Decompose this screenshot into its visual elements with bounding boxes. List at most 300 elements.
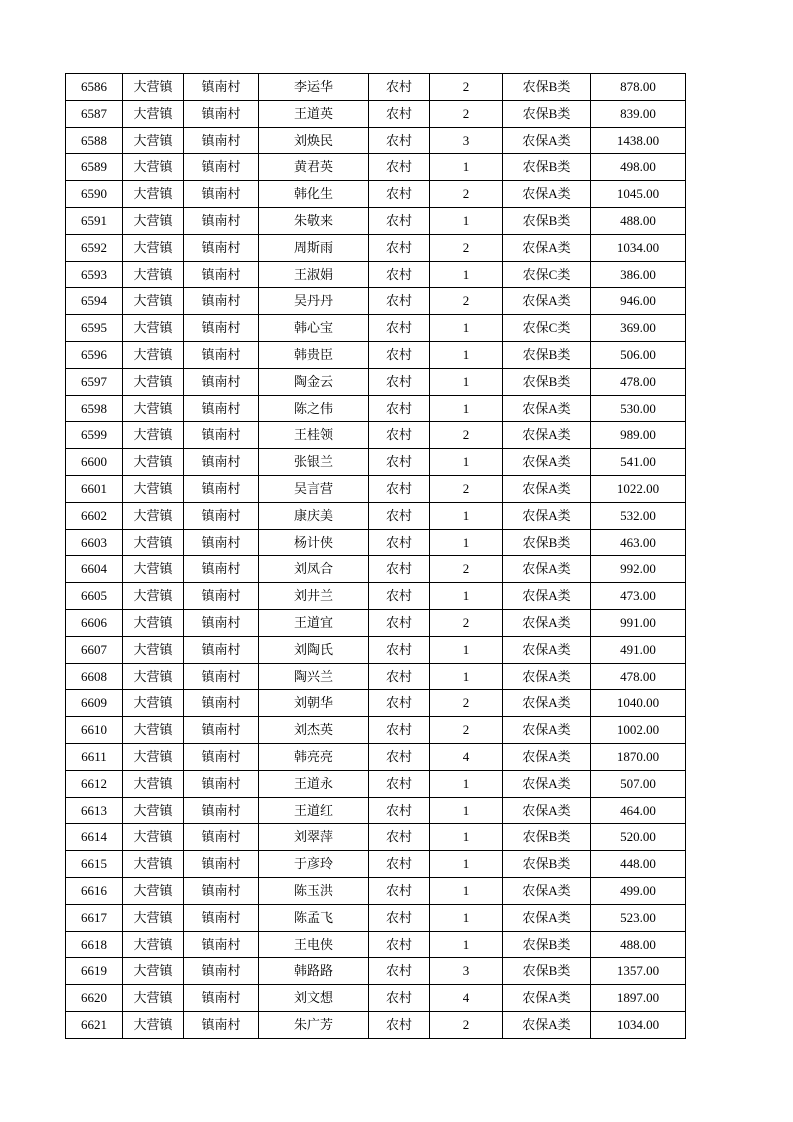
- table-row: [66, 315, 686, 342]
- serial-number-cell: 6607: [66, 636, 123, 663]
- amount-cell: 1034.00: [591, 234, 686, 261]
- person-name-cell: 王桂领: [259, 422, 369, 449]
- amount-cell: 1357.00: [591, 958, 686, 985]
- serial-number-cell: 6601: [66, 475, 123, 502]
- person-count-cell: 1: [430, 207, 503, 234]
- person-name-cell: 刘翠萍: [259, 824, 369, 851]
- village-cell: 镇南村: [184, 475, 259, 502]
- town-cell: 大营镇: [123, 74, 184, 101]
- table-row: [66, 234, 686, 261]
- insurance-category-cell: 农保A类: [503, 743, 591, 770]
- amount-cell: 478.00: [591, 368, 686, 395]
- person-count-cell: 2: [430, 234, 503, 261]
- serial-number-cell: 6611: [66, 743, 123, 770]
- person-name-cell: 王道永: [259, 770, 369, 797]
- town-cell: 大营镇: [123, 395, 184, 422]
- person-count-cell: 4: [430, 985, 503, 1012]
- person-name-cell: 刘井兰: [259, 583, 369, 610]
- village-cell: 镇南村: [184, 395, 259, 422]
- person-name-cell: 刘焕民: [259, 127, 369, 154]
- table-row: [66, 422, 686, 449]
- village-cell: 镇南村: [184, 877, 259, 904]
- village-cell: 镇南村: [184, 341, 259, 368]
- village-cell: 镇南村: [184, 74, 259, 101]
- town-cell: 大营镇: [123, 717, 184, 744]
- village-cell: 镇南村: [184, 851, 259, 878]
- amount-cell: 463.00: [591, 529, 686, 556]
- insurance-category-cell: 农保A类: [503, 475, 591, 502]
- residence-type-cell: 农村: [369, 154, 430, 181]
- serial-number-cell: 6597: [66, 368, 123, 395]
- person-count-cell: 1: [430, 931, 503, 958]
- insurance-category-cell: 农保A类: [503, 797, 591, 824]
- person-count-cell: 1: [430, 797, 503, 824]
- serial-number-cell: 6616: [66, 877, 123, 904]
- residence-type-cell: 农村: [369, 770, 430, 797]
- person-name-cell: 陈之伟: [259, 395, 369, 422]
- insurance-category-cell: 农保B类: [503, 931, 591, 958]
- village-cell: 镇南村: [184, 100, 259, 127]
- person-count-cell: 2: [430, 475, 503, 502]
- town-cell: 大营镇: [123, 207, 184, 234]
- person-name-cell: 周斯雨: [259, 234, 369, 261]
- town-cell: 大营镇: [123, 341, 184, 368]
- person-name-cell: 吴言营: [259, 475, 369, 502]
- insurance-category-cell: 农保A类: [503, 449, 591, 476]
- town-cell: 大营镇: [123, 234, 184, 261]
- serial-number-cell: 6605: [66, 583, 123, 610]
- town-cell: 大营镇: [123, 609, 184, 636]
- person-count-cell: 1: [430, 261, 503, 288]
- serial-number-cell: 6598: [66, 395, 123, 422]
- serial-number-cell: 6596: [66, 341, 123, 368]
- person-name-cell: 陈玉洪: [259, 877, 369, 904]
- town-cell: 大营镇: [123, 475, 184, 502]
- residence-type-cell: 农村: [369, 609, 430, 636]
- person-name-cell: 于彦玲: [259, 851, 369, 878]
- person-name-cell: 王道红: [259, 797, 369, 824]
- town-cell: 大营镇: [123, 958, 184, 985]
- insurance-category-cell: 农保B类: [503, 529, 591, 556]
- village-cell: 镇南村: [184, 717, 259, 744]
- town-cell: 大营镇: [123, 368, 184, 395]
- amount-cell: 839.00: [591, 100, 686, 127]
- person-name-cell: 王道宜: [259, 609, 369, 636]
- town-cell: 大营镇: [123, 181, 184, 208]
- person-count-cell: 3: [430, 127, 503, 154]
- table-row: [66, 958, 686, 985]
- person-name-cell: 李运华: [259, 74, 369, 101]
- person-name-cell: 刘杰英: [259, 717, 369, 744]
- person-count-cell: 1: [430, 851, 503, 878]
- town-cell: 大营镇: [123, 743, 184, 770]
- table-row: [66, 288, 686, 315]
- village-cell: 镇南村: [184, 288, 259, 315]
- table-row: [66, 529, 686, 556]
- insurance-category-cell: 农保A类: [503, 1011, 591, 1038]
- person-name-cell: 韩路路: [259, 958, 369, 985]
- insurance-category-cell: 农保B类: [503, 958, 591, 985]
- amount-cell: 946.00: [591, 288, 686, 315]
- insurance-category-cell: 农保A类: [503, 877, 591, 904]
- residence-type-cell: 农村: [369, 851, 430, 878]
- village-cell: 镇南村: [184, 154, 259, 181]
- residence-type-cell: 农村: [369, 449, 430, 476]
- town-cell: 大营镇: [123, 502, 184, 529]
- person-count-cell: 1: [430, 583, 503, 610]
- village-cell: 镇南村: [184, 181, 259, 208]
- table-body: [66, 74, 686, 1039]
- insurance-category-cell: 农保B类: [503, 100, 591, 127]
- serial-number-cell: 6595: [66, 315, 123, 342]
- insurance-category-cell: 农保A类: [503, 583, 591, 610]
- village-cell: 镇南村: [184, 529, 259, 556]
- serial-number-cell: 6600: [66, 449, 123, 476]
- serial-number-cell: 6602: [66, 502, 123, 529]
- table-row: [66, 636, 686, 663]
- person-name-cell: 刘文想: [259, 985, 369, 1012]
- table-row: [66, 877, 686, 904]
- amount-cell: 1045.00: [591, 181, 686, 208]
- town-cell: 大营镇: [123, 449, 184, 476]
- insurance-category-cell: 农保A类: [503, 717, 591, 744]
- insurance-category-cell: 农保C类: [503, 315, 591, 342]
- village-cell: 镇南村: [184, 931, 259, 958]
- person-name-cell: 朱敬来: [259, 207, 369, 234]
- amount-cell: 1022.00: [591, 475, 686, 502]
- table-row: [66, 743, 686, 770]
- person-count-cell: 1: [430, 395, 503, 422]
- town-cell: 大营镇: [123, 931, 184, 958]
- person-name-cell: 黄君英: [259, 154, 369, 181]
- insurance-category-cell: 农保A类: [503, 181, 591, 208]
- amount-cell: 491.00: [591, 636, 686, 663]
- amount-cell: 530.00: [591, 395, 686, 422]
- village-cell: 镇南村: [184, 422, 259, 449]
- benefit-roster-table: [65, 73, 686, 1039]
- amount-cell: 1438.00: [591, 127, 686, 154]
- amount-cell: 1034.00: [591, 1011, 686, 1038]
- amount-cell: 523.00: [591, 904, 686, 931]
- serial-number-cell: 6613: [66, 797, 123, 824]
- person-name-cell: 陶金云: [259, 368, 369, 395]
- town-cell: 大营镇: [123, 797, 184, 824]
- village-cell: 镇南村: [184, 502, 259, 529]
- person-count-cell: 2: [430, 100, 503, 127]
- town-cell: 大营镇: [123, 824, 184, 851]
- village-cell: 镇南村: [184, 663, 259, 690]
- table-row: [66, 154, 686, 181]
- residence-type-cell: 农村: [369, 315, 430, 342]
- person-name-cell: 王电侠: [259, 931, 369, 958]
- village-cell: 镇南村: [184, 261, 259, 288]
- amount-cell: 464.00: [591, 797, 686, 824]
- residence-type-cell: 农村: [369, 1011, 430, 1038]
- person-count-cell: 1: [430, 154, 503, 181]
- amount-cell: 498.00: [591, 154, 686, 181]
- person-count-cell: 1: [430, 877, 503, 904]
- town-cell: 大营镇: [123, 690, 184, 717]
- residence-type-cell: 农村: [369, 743, 430, 770]
- village-cell: 镇南村: [184, 824, 259, 851]
- insurance-category-cell: 农保A类: [503, 502, 591, 529]
- insurance-category-cell: 农保B类: [503, 341, 591, 368]
- town-cell: 大营镇: [123, 583, 184, 610]
- person-count-cell: 1: [430, 341, 503, 368]
- table-row: [66, 181, 686, 208]
- insurance-category-cell: 农保A类: [503, 663, 591, 690]
- amount-cell: 1897.00: [591, 985, 686, 1012]
- serial-number-cell: 6618: [66, 931, 123, 958]
- village-cell: 镇南村: [184, 207, 259, 234]
- amount-cell: 520.00: [591, 824, 686, 851]
- table-row: [66, 502, 686, 529]
- residence-type-cell: 农村: [369, 958, 430, 985]
- table-sheet: [65, 73, 686, 1039]
- insurance-category-cell: 农保A类: [503, 556, 591, 583]
- table-row: [66, 797, 686, 824]
- person-count-cell: 1: [430, 636, 503, 663]
- amount-cell: 991.00: [591, 609, 686, 636]
- insurance-category-cell: 农保B类: [503, 207, 591, 234]
- residence-type-cell: 农村: [369, 877, 430, 904]
- serial-number-cell: 6604: [66, 556, 123, 583]
- person-count-cell: 2: [430, 422, 503, 449]
- residence-type-cell: 农村: [369, 636, 430, 663]
- table-row: [66, 770, 686, 797]
- table-row: [66, 475, 686, 502]
- person-count-cell: 1: [430, 315, 503, 342]
- residence-type-cell: 农村: [369, 100, 430, 127]
- serial-number-cell: 6589: [66, 154, 123, 181]
- person-name-cell: 朱广芳: [259, 1011, 369, 1038]
- person-name-cell: 张银兰: [259, 449, 369, 476]
- person-name-cell: 刘朝华: [259, 690, 369, 717]
- table-row: [66, 100, 686, 127]
- person-count-cell: 2: [430, 556, 503, 583]
- town-cell: 大营镇: [123, 877, 184, 904]
- serial-number-cell: 6592: [66, 234, 123, 261]
- residence-type-cell: 农村: [369, 824, 430, 851]
- amount-cell: 488.00: [591, 207, 686, 234]
- serial-number-cell: 6586: [66, 74, 123, 101]
- person-name-cell: 韩贵臣: [259, 341, 369, 368]
- person-name-cell: 陈孟飞: [259, 904, 369, 931]
- town-cell: 大营镇: [123, 636, 184, 663]
- person-count-cell: 3: [430, 958, 503, 985]
- insurance-category-cell: 农保A类: [503, 770, 591, 797]
- village-cell: 镇南村: [184, 770, 259, 797]
- town-cell: 大营镇: [123, 261, 184, 288]
- amount-cell: 507.00: [591, 770, 686, 797]
- residence-type-cell: 农村: [369, 690, 430, 717]
- person-name-cell: 陶兴兰: [259, 663, 369, 690]
- insurance-category-cell: 农保A类: [503, 395, 591, 422]
- table-row: [66, 261, 686, 288]
- person-count-cell: 2: [430, 74, 503, 101]
- amount-cell: 386.00: [591, 261, 686, 288]
- residence-type-cell: 农村: [369, 368, 430, 395]
- town-cell: 大营镇: [123, 315, 184, 342]
- amount-cell: 532.00: [591, 502, 686, 529]
- person-count-cell: 1: [430, 502, 503, 529]
- village-cell: 镇南村: [184, 636, 259, 663]
- town-cell: 大营镇: [123, 985, 184, 1012]
- village-cell: 镇南村: [184, 127, 259, 154]
- residence-type-cell: 农村: [369, 904, 430, 931]
- residence-type-cell: 农村: [369, 663, 430, 690]
- person-count-cell: 1: [430, 904, 503, 931]
- person-count-cell: 1: [430, 368, 503, 395]
- person-name-cell: 刘凤合: [259, 556, 369, 583]
- person-name-cell: 韩亮亮: [259, 743, 369, 770]
- residence-type-cell: 农村: [369, 797, 430, 824]
- serial-number-cell: 6612: [66, 770, 123, 797]
- person-count-cell: 1: [430, 529, 503, 556]
- table-row: [66, 931, 686, 958]
- village-cell: 镇南村: [184, 958, 259, 985]
- amount-cell: 506.00: [591, 341, 686, 368]
- residence-type-cell: 农村: [369, 502, 430, 529]
- town-cell: 大营镇: [123, 851, 184, 878]
- residence-type-cell: 农村: [369, 931, 430, 958]
- table-row: [66, 824, 686, 851]
- amount-cell: 878.00: [591, 74, 686, 101]
- residence-type-cell: 农村: [369, 74, 430, 101]
- insurance-category-cell: 农保C类: [503, 261, 591, 288]
- person-name-cell: 韩化生: [259, 181, 369, 208]
- village-cell: 镇南村: [184, 449, 259, 476]
- residence-type-cell: 农村: [369, 288, 430, 315]
- person-name-cell: 王淑娟: [259, 261, 369, 288]
- insurance-category-cell: 农保A类: [503, 234, 591, 261]
- amount-cell: 499.00: [591, 877, 686, 904]
- village-cell: 镇南村: [184, 1011, 259, 1038]
- residence-type-cell: 农村: [369, 529, 430, 556]
- person-count-cell: 1: [430, 824, 503, 851]
- residence-type-cell: 农村: [369, 717, 430, 744]
- amount-cell: 478.00: [591, 663, 686, 690]
- town-cell: 大营镇: [123, 663, 184, 690]
- village-cell: 镇南村: [184, 743, 259, 770]
- person-name-cell: 韩心宝: [259, 315, 369, 342]
- residence-type-cell: 农村: [369, 207, 430, 234]
- table-row: [66, 904, 686, 931]
- village-cell: 镇南村: [184, 904, 259, 931]
- insurance-category-cell: 农保A类: [503, 904, 591, 931]
- person-count-cell: 2: [430, 181, 503, 208]
- table-row: [66, 127, 686, 154]
- residence-type-cell: 农村: [369, 422, 430, 449]
- table-row: [66, 985, 686, 1012]
- insurance-category-cell: 农保B类: [503, 154, 591, 181]
- person-count-cell: 1: [430, 663, 503, 690]
- insurance-category-cell: 农保B类: [503, 824, 591, 851]
- residence-type-cell: 农村: [369, 475, 430, 502]
- town-cell: 大营镇: [123, 127, 184, 154]
- village-cell: 镇南村: [184, 556, 259, 583]
- table-row: [66, 395, 686, 422]
- serial-number-cell: 6594: [66, 288, 123, 315]
- serial-number-cell: 6591: [66, 207, 123, 234]
- amount-cell: 992.00: [591, 556, 686, 583]
- person-name-cell: 刘陶氏: [259, 636, 369, 663]
- person-count-cell: 1: [430, 770, 503, 797]
- table-row: [66, 556, 686, 583]
- person-name-cell: 康庆美: [259, 502, 369, 529]
- serial-number-cell: 6620: [66, 985, 123, 1012]
- amount-cell: 1002.00: [591, 717, 686, 744]
- person-count-cell: 2: [430, 609, 503, 636]
- town-cell: 大营镇: [123, 154, 184, 181]
- person-count-cell: 2: [430, 288, 503, 315]
- residence-type-cell: 农村: [369, 261, 430, 288]
- table-row: [66, 583, 686, 610]
- serial-number-cell: 6593: [66, 261, 123, 288]
- table-row: [66, 609, 686, 636]
- amount-cell: 473.00: [591, 583, 686, 610]
- village-cell: 镇南村: [184, 797, 259, 824]
- serial-number-cell: 6590: [66, 181, 123, 208]
- serial-number-cell: 6603: [66, 529, 123, 556]
- residence-type-cell: 农村: [369, 127, 430, 154]
- person-count-cell: 2: [430, 1011, 503, 1038]
- insurance-category-cell: 农保B类: [503, 851, 591, 878]
- village-cell: 镇南村: [184, 234, 259, 261]
- serial-number-cell: 6617: [66, 904, 123, 931]
- serial-number-cell: 6609: [66, 690, 123, 717]
- insurance-category-cell: 农保A类: [503, 636, 591, 663]
- table-row: [66, 690, 686, 717]
- amount-cell: 369.00: [591, 315, 686, 342]
- table-row: [66, 663, 686, 690]
- person-name-cell: 杨计侠: [259, 529, 369, 556]
- insurance-category-cell: 农保B类: [503, 368, 591, 395]
- serial-number-cell: 6621: [66, 1011, 123, 1038]
- residence-type-cell: 农村: [369, 556, 430, 583]
- village-cell: 镇南村: [184, 690, 259, 717]
- serial-number-cell: 6599: [66, 422, 123, 449]
- serial-number-cell: 6587: [66, 100, 123, 127]
- serial-number-cell: 6615: [66, 851, 123, 878]
- person-count-cell: 2: [430, 690, 503, 717]
- insurance-category-cell: 农保A类: [503, 422, 591, 449]
- table-row: [66, 449, 686, 476]
- village-cell: 镇南村: [184, 315, 259, 342]
- table-row: [66, 1011, 686, 1038]
- insurance-category-cell: 农保A类: [503, 609, 591, 636]
- amount-cell: 448.00: [591, 851, 686, 878]
- person-count-cell: 2: [430, 717, 503, 744]
- person-name-cell: 王道英: [259, 100, 369, 127]
- village-cell: 镇南村: [184, 368, 259, 395]
- table-row: [66, 74, 686, 101]
- insurance-category-cell: 农保A类: [503, 288, 591, 315]
- residence-type-cell: 农村: [369, 234, 430, 261]
- amount-cell: 1870.00: [591, 743, 686, 770]
- serial-number-cell: 6619: [66, 958, 123, 985]
- residence-type-cell: 农村: [369, 985, 430, 1012]
- insurance-category-cell: 农保A类: [503, 985, 591, 1012]
- amount-cell: 1040.00: [591, 690, 686, 717]
- town-cell: 大营镇: [123, 556, 184, 583]
- person-name-cell: 吴丹丹: [259, 288, 369, 315]
- serial-number-cell: 6610: [66, 717, 123, 744]
- table-row: [66, 207, 686, 234]
- amount-cell: 989.00: [591, 422, 686, 449]
- person-count-cell: 1: [430, 449, 503, 476]
- insurance-category-cell: 农保A类: [503, 690, 591, 717]
